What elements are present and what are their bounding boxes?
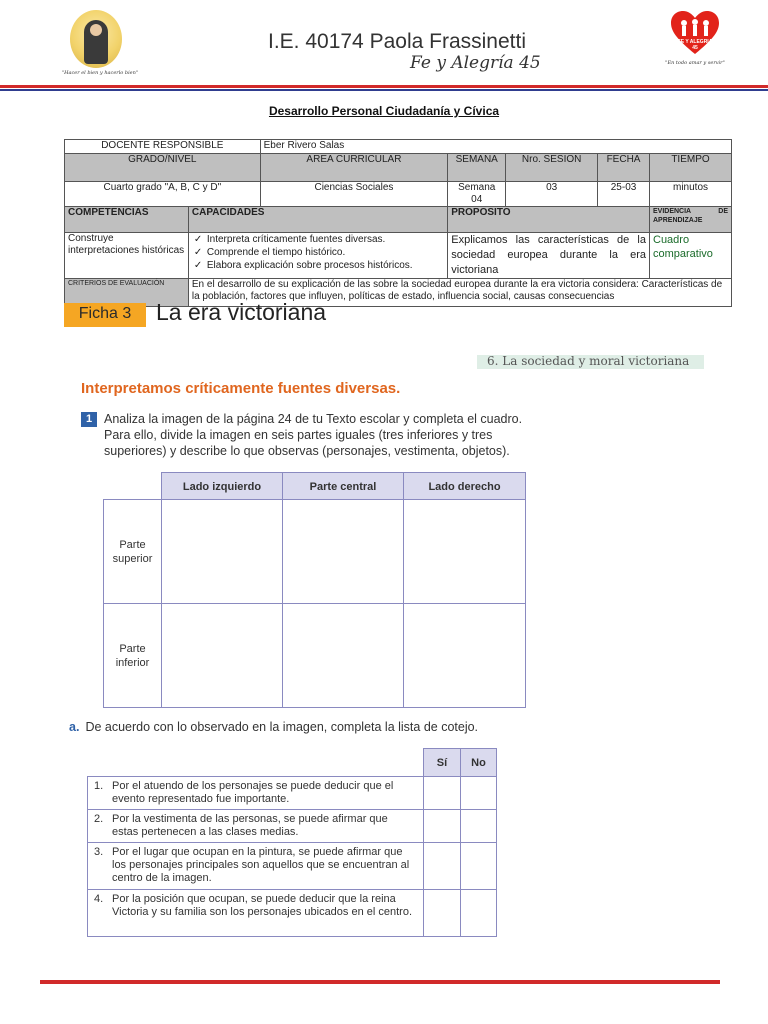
docente-label: DOCENTE RESPONSIBLE [65,140,261,154]
row-header: Parte superior [103,499,162,604]
checkmark-icon: ✓ [193,234,203,245]
activity-instruction: Analiza la imagen de la página 24 de tu Texto escolar y completa el cuadro. Para ello, divide la imagen en seis partes iguales (tres inferiores y tres superiores) y describe lo que observas (personajes, vestimenta, objetos). [104,412,523,458]
yes-header: Sí [423,748,461,777]
area-header: AREA CURRICULAR [260,154,448,182]
document-title: Desarrollo Personal Ciudadanía y Cívica [268,104,500,118]
header-divider-red [0,85,768,88]
answer-cell[interactable] [403,603,526,708]
left-logo-motto: "Hacer el bien y hacerlo bien" [61,70,139,76]
no-checkbox[interactable] [460,809,497,843]
network-name: Fe y Alegría 45 [410,53,541,73]
no-checkbox[interactable] [460,776,497,810]
answer-cell[interactable] [403,499,526,604]
yes-checkbox[interactable] [423,889,461,937]
criterios-text: En el desarrollo de su explicación de las sobre la sociedad europea durante la era victoria considera: Características de la población, factores que influyen, políticas de estado, influencia social, causas consecuencias [188,279,731,307]
yes-checkbox[interactable] [423,809,461,843]
grado-value: Cuarto grado "A, B, C y D" [65,182,261,207]
capacidad-item: ✓ Interpreta críticamente fuentes diversas. [193,234,386,245]
docente-value: Eber Rivero Salas [260,140,731,154]
evidencia-header: EVIDENCIA DE APRENDIZAJE [650,207,732,233]
sub-question-letter: a. [69,720,80,734]
footer-divider [40,980,720,984]
section-tag: 6. La sociedad y moral victoriana [477,355,704,369]
ficha-title: La era victoriana [156,299,327,325]
evidencia-value: Cuadro comparativo [650,233,732,279]
fecha-value: 25-03 [598,182,650,207]
tiempo-value: minutos [650,182,732,207]
competencias-header: COMPETENCIAS [65,207,189,233]
tiempo-header: TIEMPO [650,154,732,182]
fecha-header: FECHA [598,154,650,182]
school-name: I.E. 40174 Paola Frassinetti [268,30,526,53]
checklist-item: 3. Por el lugar que ocupan en la pintura, se puede afirmar que los personajes principales son aquellos que se encuentran al centro de la imagen. [87,842,424,890]
capacidades-header: CAPACIDADES [188,207,447,233]
no-header: No [460,748,497,777]
grado-header: GRADO/NIVEL [65,154,261,182]
no-checkbox[interactable] [460,842,497,890]
right-logo-text: FE Y ALEGRIA 45 [677,39,713,51]
checkmark-icon: ✓ [193,260,203,271]
area-value: Ciencias Sociales [260,182,448,207]
checklist-item: 2. Por la vestimenta de las personas, se puede afirmar que estas pertenecen a las clases medias. [87,809,424,843]
answer-cell[interactable] [161,499,283,604]
competency-heading: Interpretamos críticamente fuentes diversas. [81,380,401,397]
capacidades-list [188,233,447,279]
school-saint-logo [60,8,140,80]
activity-number: 1 [81,412,97,427]
answer-cell[interactable] [282,603,404,708]
row-header: Parte inferior [103,603,162,708]
fe-y-alegria-logo [660,8,730,70]
proposito-value: Explicamos las características de la sociedad europea durante la era victoriana [448,233,650,279]
sub-question-a [69,720,478,734]
semana-header: SEMANA [448,154,506,182]
column-header: Parte central [282,472,404,500]
yes-checkbox[interactable] [423,776,461,810]
criterios-label: CRITERIOS DE EVALUACIÓN [65,279,189,307]
right-logo-motto: "En todo amar y servir" [665,60,725,66]
checklist-item: 1. Por el atuendo de los personajes se puede deducir que el evento representado fue importante. [87,776,424,810]
session-info-table [64,139,732,307]
checkmark-icon: ✓ [193,247,203,258]
column-header: Lado izquierdo [161,472,283,500]
sesion-header: Nro. SESION [506,154,598,182]
capacidad-item: ✓ Elabora explicación sobre procesos históricos. [193,260,413,271]
yes-checkbox[interactable] [423,842,461,890]
sesion-value: 03 [506,182,598,207]
column-header: Lado derecho [403,472,526,500]
competencia-value: Construye interpretaciones históricas [65,233,189,279]
header-divider-blue [0,89,768,91]
ficha-badge: Ficha 3 [64,303,146,327]
checklist-item: 4. Por la posición que ocupan, se puede deducir que la reina Victoria y su familia son los personajes ubicados en el centro. [87,889,424,937]
semana-value: Semana 04 [448,182,506,207]
answer-cell[interactable] [282,499,404,604]
answer-cell[interactable] [161,603,283,708]
capacidad-item: ✓ Comprende el tiempo histórico. [193,247,346,258]
no-checkbox[interactable] [460,889,497,937]
sub-question-text: De acuerdo con lo observado en la imagen, completa la lista de cotejo. [85,720,479,734]
proposito-header: PROPOSITO [448,207,650,233]
